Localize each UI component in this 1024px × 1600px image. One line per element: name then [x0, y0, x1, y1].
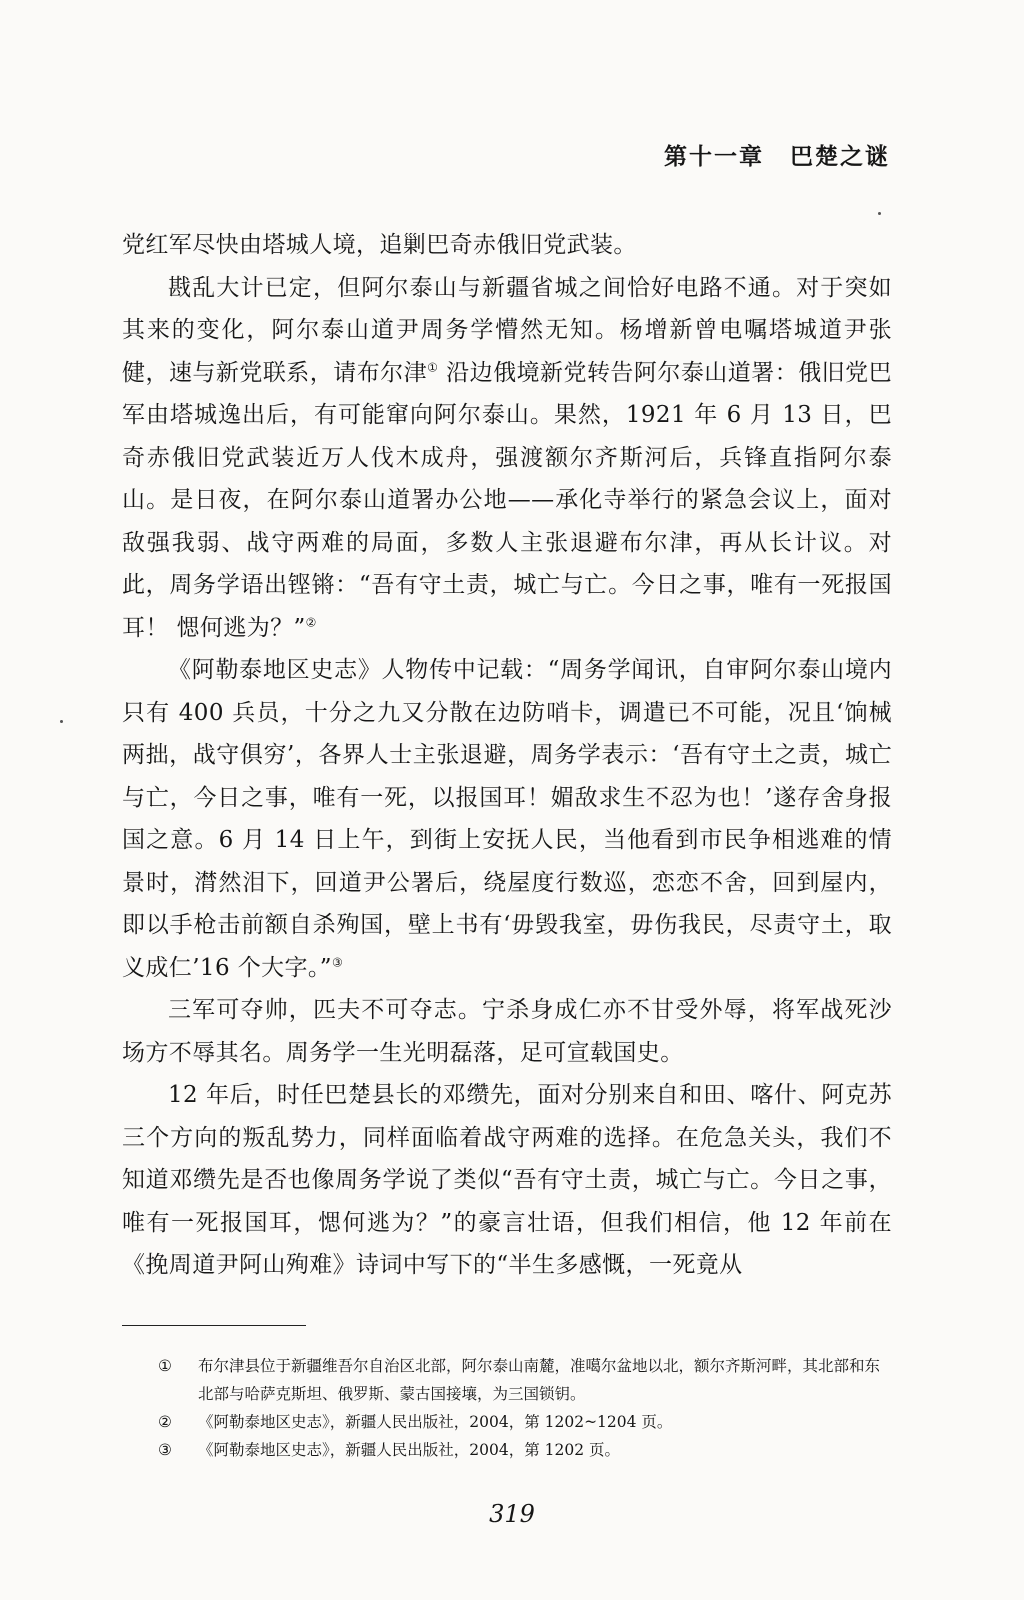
chapter-title: 巴楚之谜: [790, 143, 890, 170]
footnote: [158, 1408, 888, 1436]
running-header: [660, 138, 890, 171]
paragraph-text: 三军可夺帅，匹夫不可夺志。宁杀身成仁亦不甘受外辱，将军战死沙场方不辱其名。周务学一生光明磊落，足可宣载国史。: [122, 997, 892, 1066]
footnote: [158, 1436, 888, 1464]
footnote-mark: ①: [158, 1357, 172, 1375]
chapter-number: 第十一章: [664, 143, 764, 170]
paragraph: [122, 989, 892, 1074]
scan-speck: [60, 720, 63, 723]
footnote-rule: [122, 1325, 306, 1326]
paragraph-text: 《阿勒泰地区史志》人物传中记载：“周务学闻讯，自审阿尔泰山境内只有 400 兵员，十分之九又分散在边防哨卡，调遣已不可能，况且‘饷械两拙，战守俱穷’，各界人士主张退避，周务学表示：‘吾有守土之责，城亡与亡，今日之事，唯有一死，以报国耳！媚敌求生不忍为也！’遂存舍身报国之意。6 月 14 日上午，到街上安抚人民，当他看到市民争相逃难的情景时，潸然泪下，回道尹公署后，绕屋度行数巡，恋恋不舍，回到屋内，即以手枪击前额自杀殉国，壁上书有‘毋毁我室，毋伤我民，尽责守土，取义成仁’16 个大字。”: [122, 657, 892, 981]
footnote-reference: ②: [305, 614, 317, 629]
footnote-reference: ①: [427, 359, 439, 374]
paragraph: [122, 267, 892, 650]
paragraph: [122, 649, 892, 989]
footnote-text: 布尔津县位于新疆维吾尔自治区北部，阿尔泰山南麓，准噶尔盆地以北，额尔齐斯河畔，其北部和东北部与哈萨克斯坦、俄罗斯、蒙古国接壤，为三国锁钥。: [198, 1357, 881, 1403]
paragraph: [122, 1074, 892, 1287]
paragraph-text: 党红军尽快由塔城人境，追剿巴奇赤俄旧党武装。: [122, 232, 637, 258]
paragraph-text: 12 年后，时任巴楚县长的邓缵先，面对分别来自和田、喀什、阿克苏三个方向的叛乱势力，同样面临着战守两难的选择。在危急关头，我们不知道邓缵先是否也像周务学说了类似“吾有守土责，城亡与亡。今日之事，唯有一死报国耳，愢何逃为？”的豪言壮语，但我们相信，他 12 年前在《挽周道尹阿山殉难》诗词中写下的“半生多感慨，一死竟从: [122, 1082, 892, 1278]
body-text: [122, 224, 892, 1287]
footnote-text: 《阿勒泰地区史志》，新疆人民出版社，2004，第 1202~1204 页。: [198, 1413, 673, 1431]
footnote-reference: ③: [331, 954, 344, 969]
paragraph-text: 沿边俄境新党转告阿尔泰山道署：俄旧党巴军由塔城逸出后，有可能窜向阿尔泰山。果然，1921 年 6 月 13 日，巴奇赤俄旧党武装近万人伐木成舟，强渡额尔齐斯河后，兵锋直指阿尔泰山。是日夜，在阿尔泰山道署办公地——承化寺举行的紧急会议上，面对敌强我弱、战守两难的局面，多数人主张退避布尔津，再从长计议。对此，周务学语出铿锵：“吾有守土责，城亡与亡。今日之事，唯有一死报国耳！ 愢何逃为？”: [122, 359, 893, 641]
footnote-mark: ③: [158, 1441, 172, 1459]
footnote-mark: ②: [158, 1413, 172, 1431]
paragraph-text: 戡乱大计已定，但阿尔泰山与新疆省城之间恰好电路不通。对于突如其来的变化，阿尔泰山道尹周务学懵然无知。杨增新曾电嘱塔城道尹张健，速与新党联系，请布尔津: [122, 274, 892, 386]
page-number: 319: [489, 1500, 535, 1528]
paragraph: [122, 224, 892, 267]
scan-speck: [878, 212, 881, 215]
footnote-text: 《阿勒泰地区史志》，新疆人民出版社，2004，第 1202 页。: [198, 1441, 620, 1459]
footnotes: [158, 1352, 888, 1464]
footnote: [158, 1352, 888, 1408]
